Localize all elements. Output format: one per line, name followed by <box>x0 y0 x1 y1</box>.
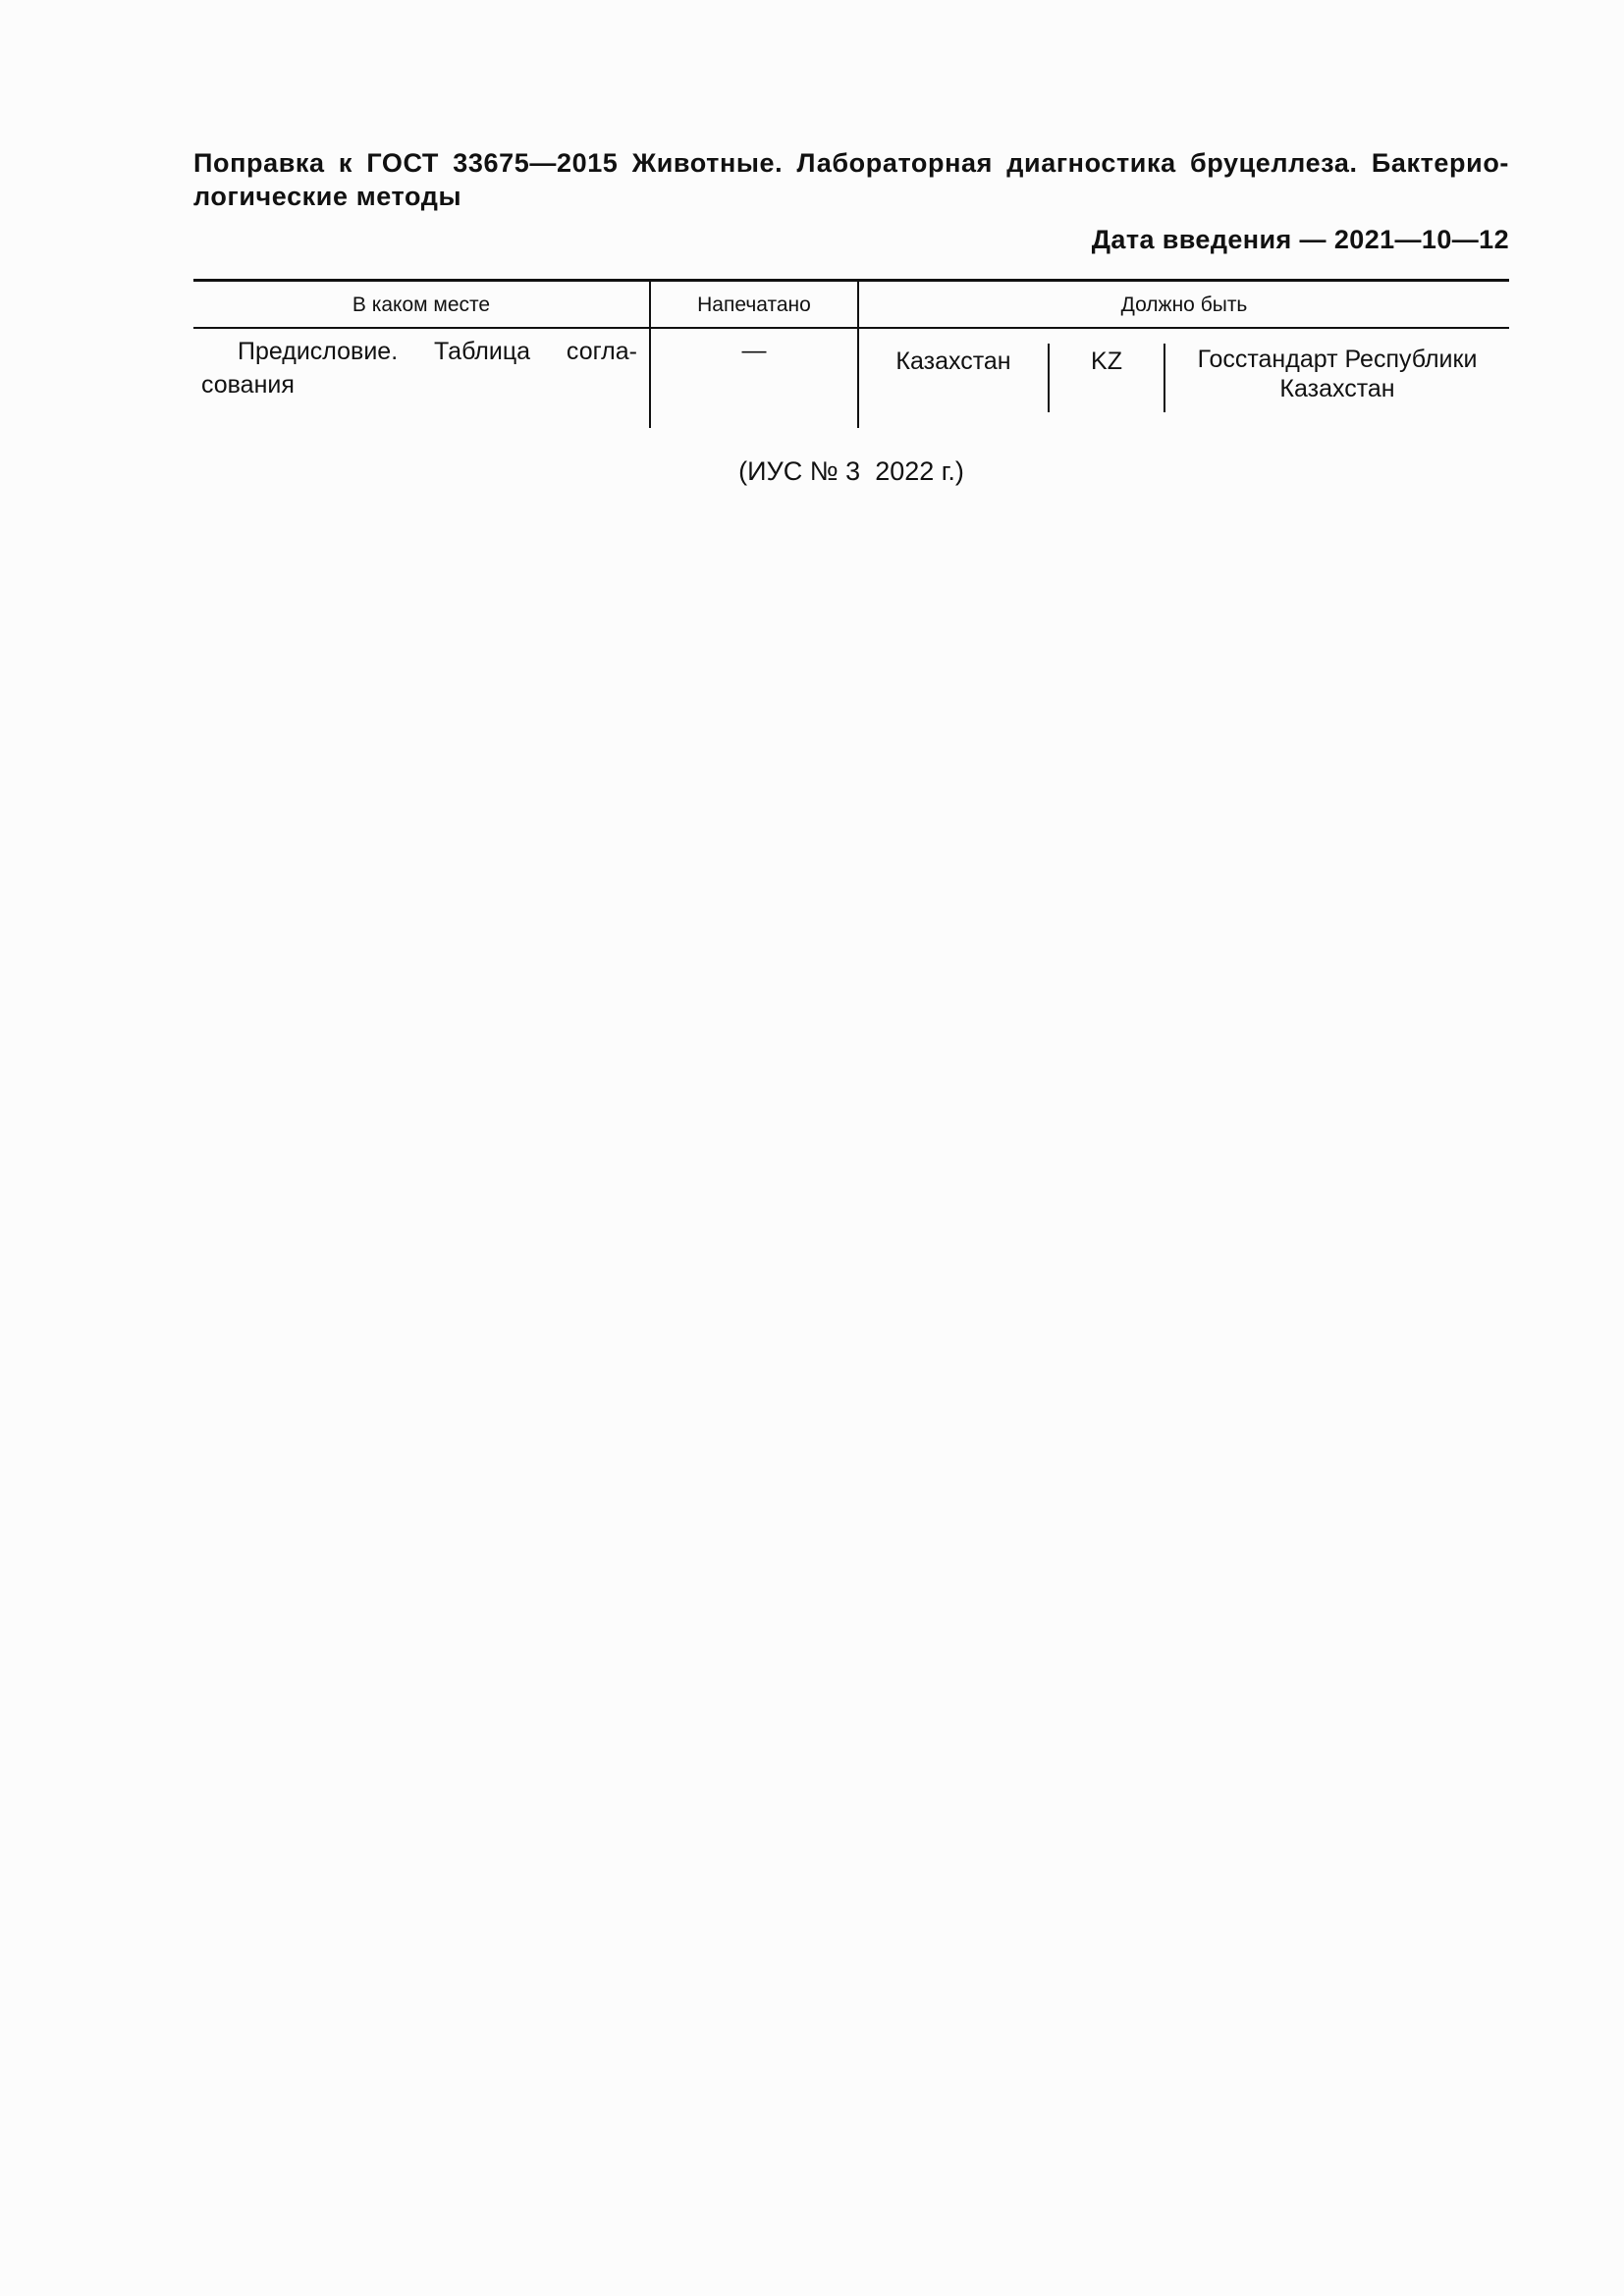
document-title <box>193 146 1509 213</box>
cell-location <box>201 335 637 401</box>
table-header-rule <box>193 327 1509 329</box>
cell-printed: — <box>741 337 767 364</box>
source-reference: (ИУС № 3 2022 г.) <box>738 456 964 486</box>
amendment-table <box>193 279 1509 428</box>
header-printed: Напечатано <box>697 294 811 316</box>
header-location: В каком месте <box>352 294 491 316</box>
title-line-1: Поправка к ГОСТ 33675—2015 Животные. Лабораторная диагностика бруцеллеза. Бактерио- <box>193 148 1509 178</box>
effective-date: Дата введения — 2021—10—12 <box>1091 225 1509 254</box>
header-should-be: Должно быть <box>1120 294 1248 316</box>
standards-body-line-1: Госстандарт Республики <box>1197 346 1478 373</box>
table-top-rule <box>193 279 1509 282</box>
title-line-2: логические методы <box>193 182 462 211</box>
standards-body-line-2: Казахстан <box>1279 375 1395 402</box>
location-line-2: сования <box>201 371 295 399</box>
location-line-1: Предисловие. Таблица согла- <box>238 338 637 365</box>
cell-country-code: KZ <box>1091 347 1122 375</box>
cell-standards-body <box>1165 345 1509 403</box>
cell-country: Казахстан <box>895 347 1011 375</box>
